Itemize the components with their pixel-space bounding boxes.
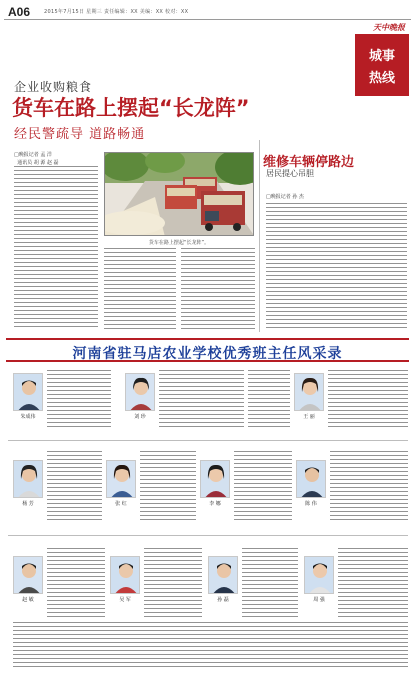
- teacher-portrait: [13, 556, 43, 594]
- teacher-bio: [234, 451, 292, 523]
- story-byline: [14, 151, 59, 167]
- teacher-portrait: [296, 460, 326, 498]
- teacher-name: 王 丽: [303, 414, 315, 420]
- teacher-bio: [47, 548, 105, 618]
- teacher-name: 孙 磊: [217, 597, 229, 603]
- teacher-portrait: [110, 556, 140, 594]
- teacher-bio: [47, 451, 102, 523]
- row-divider: [8, 535, 408, 536]
- teacher-portrait: [294, 373, 324, 411]
- teacher-portrait: [304, 556, 334, 594]
- teacher-bio: [140, 451, 196, 523]
- row-divider: [8, 440, 408, 441]
- truck-line-photo-image: [105, 153, 254, 236]
- photo-caption: 货车在路上摆起“长龙阵”。: [148, 240, 210, 246]
- teacher-name: 吴 军: [119, 597, 131, 603]
- teacher-name: 赵 敏: [22, 597, 34, 603]
- side-story-body: [266, 203, 407, 329]
- teacher-portrait: [106, 460, 136, 498]
- side-story-subhead: 居民提心吊胆: [266, 169, 314, 178]
- teacher-name: 周 强: [313, 597, 325, 603]
- teacher-bio: [47, 370, 111, 428]
- section-badge: [355, 34, 409, 96]
- column-divider: [259, 140, 260, 332]
- teacher-name: 杨 芳: [22, 501, 34, 507]
- teacher-name: 张 红: [115, 501, 127, 507]
- side-story-byline: □晚报记者 孙 杰: [266, 194, 304, 200]
- teacher-bio: [338, 548, 408, 618]
- teacher-portrait: [208, 556, 238, 594]
- section-label-line1: 城事: [368, 49, 395, 64]
- teacher-bio: [144, 548, 202, 618]
- newspaper-logo: 天中晚报: [373, 22, 405, 32]
- page-number: A06: [8, 5, 31, 19]
- feature-banner: [6, 338, 409, 362]
- story-body-col1: [14, 166, 98, 329]
- truck-line-photo: [104, 152, 254, 236]
- story-headline: 货车在路上摆起“长龙阵”: [12, 96, 250, 120]
- teacher-name: 刘 珍: [134, 414, 146, 420]
- section-label-line2: 热线: [368, 71, 395, 86]
- story-subhead: 经民警疏导 道路畅通: [14, 127, 146, 142]
- teacher-bio: [159, 370, 244, 428]
- teacher-name: 朱成伟: [20, 414, 36, 420]
- teacher-name: 陈 伟: [305, 501, 317, 507]
- side-story-headline: 维修车辆停路边: [263, 155, 355, 170]
- teacher-bio: [330, 451, 408, 523]
- byline-text: □晚报记者 孟 洋 通讯员 胡 源 赵 磊: [14, 152, 59, 166]
- teacher-bio-footer: [13, 622, 408, 670]
- story-kicker: 企业收购粮食: [14, 80, 93, 94]
- teacher-bio: [248, 370, 290, 428]
- teacher-portrait: [13, 373, 43, 411]
- story-body-col2: [104, 248, 176, 330]
- teacher-portrait: [125, 373, 155, 411]
- story-body-col3: [181, 248, 255, 330]
- teacher-portrait: [13, 460, 43, 498]
- teacher-name: 李 娜: [209, 501, 221, 507]
- feature-banner-title: 河南省驻马店农业学校优秀班主任风采录: [72, 346, 343, 362]
- date-line: 2015年7月15日 星期三 责任编辑：XX 美编：XX 校对：XX: [44, 9, 189, 15]
- teacher-portrait: [200, 460, 230, 498]
- page-header: [4, 4, 411, 20]
- teacher-bio: [242, 548, 298, 618]
- teacher-bio: [328, 370, 408, 428]
